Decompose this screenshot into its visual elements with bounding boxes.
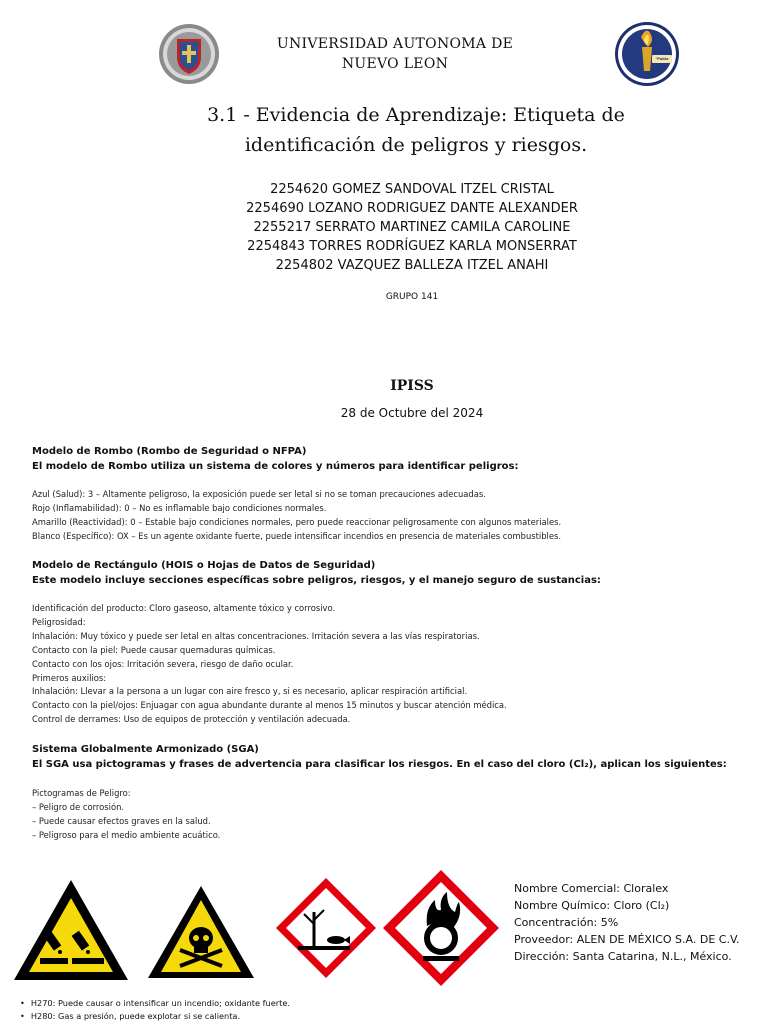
rombo-line: Rojo (Inflamabilidad): 0 – No es inflamable bajo condiciones normales. [32,502,327,513]
sga-section-heading [32,742,752,772]
title-line-1: 3.1 - Evidencia de Aprendizaje: Etiqueta de [207,104,625,126]
toxic-skull-pictogram-icon [140,876,262,984]
product-line: Nombre Químico: Cloro (Cl₂) [514,899,670,912]
hazard-code-item: • H270: Puede causar o intensificar un incendio; oxidante fuerte. [20,997,720,1010]
rectangulo-line: Control de derrames: Uso de equipos de protección y ventilación adecuada. [32,714,351,725]
sga-section-body [32,787,752,843]
sga-heading-1: Sistema Globalmente Armonizado (SGA) [32,744,259,755]
product-line: Concentración: 5% [514,916,619,929]
sga-heading-2: El SGA usa pictogramas y frases de advertencia para clasificar los riesgos. En el caso del cloro (Cl₂), aplican los siguientes: [32,759,727,770]
rombo-line: Blanco (Específico): OX – Es un agente oxidante fuerte, puede intensificar incendios en presencia de materiales combustibles. [32,530,562,541]
corrosion-pictogram-icon [10,876,132,984]
rectangulo-line: Contacto con la piel/ojos: Enjuagar con agua abundante durante al menos 15 minutos y buscar atención médica. [32,700,507,711]
author-item: 2254690 LOZANO RODRIGUEZ DANTE ALEXANDER [246,201,578,216]
author-item: 2254802 VAZQUEZ BALLEZA ITZEL ANAHI [275,258,549,273]
rectangulo-heading-1: Modelo de Rectángulo (HOIS o Hojas de Datos de Seguridad) [32,560,376,571]
university-line-2: NUEVO LEON [341,56,449,72]
product-line: Proveedor: ALEN DE MÉXICO S.A. DE C.V. [514,933,740,946]
school-torch-logo [614,21,680,87]
sga-line: – Peligro de corrosión. [32,801,125,812]
rombo-line: Amarillo (Reactividad): 0 – Estable bajo condiciones normales, pero puede reaccionar peligrosamente con algunos materiales. [32,516,562,527]
rectangulo-section-heading [32,558,752,588]
product-info [514,880,764,965]
rectangulo-line: Peligrosidad: [32,616,86,627]
uanl-seal-logo [158,23,220,85]
rectangulo-section-body [32,602,752,727]
sga-line: – Peligroso para el medio ambiente acuático. [32,829,221,840]
hazard-codes-list [20,997,720,1023]
university-line-1: UNIVERSIDAD AUTONOMA DE [276,36,514,52]
author-list [150,180,674,275]
rectangulo-line: Primeros auxilios: [32,672,107,683]
rombo-heading-1: Modelo de Rombo (Rombo de Seguridad o NFPA) [32,446,307,457]
university-name [260,34,530,74]
rectangulo-line: Contacto con la piel: Puede causar quemaduras químicas. [32,644,276,655]
sga-line: – Puede causar efectos graves en la salud. [32,815,211,826]
rectangulo-line: Identificación del producto: Cloro gaseoso, altamente tóxico y corrosivo. [32,603,336,613]
author-item: 2254620 GOMEZ SANDOVAL ITZEL CRISTAL [270,182,554,197]
document-title [140,100,692,160]
rectangulo-heading-2: Este modelo incluye secciones específicas sobre peligros, riesgos, y el manejo seguro de sustancias: [32,575,601,586]
subject-heading: IPISS [390,378,434,394]
hazard-code-item: • H280: Gas a presión, puede explotar si se calienta. [20,1010,720,1023]
author-item: 2254843 TORRES RODRÍGUEZ KARLA MONSERRAT [247,239,577,254]
product-line: Dirección: Santa Catarina, N.L., México. [514,950,732,963]
document-date: 28 de Octubre del 2024 [340,406,484,420]
title-line-2: identificación de peligros y riesgos. [244,134,588,156]
author-item: 2255217 SERRATO MARTINEZ CAMILA CAROLINE [253,220,571,235]
rombo-section-heading [32,444,752,474]
rombo-section-body [32,488,752,544]
rombo-heading-2: El modelo de Rombo utiliza un sistema de colores y números para identificar peligros: [32,461,519,472]
rectangulo-line: Contacto con los ojos: Irritación severa, riesgo de daño ocular. [32,658,294,669]
rectangulo-line: Inhalación: Llevar a la persona a un lugar con aire fresco y, si es necesario, aplicar respiración artificial. [32,686,468,697]
rombo-line: Azul (Salud): 3 – Altamente peligroso, la exposición puede ser letal si no se toman precauciones adecuadas. [32,489,486,499]
group-label: GRUPO 141 [385,292,439,302]
school-logo-text: "Pablo Livas" [655,57,669,67]
rectangulo-line: Inhalación: Muy tóxico y puede ser letal en altas concentraciones. Irritación severa a las vías respiratorias. [32,630,480,641]
oxidizer-flame-pictogram-icon [381,868,501,988]
environment-pictogram-icon [274,876,378,980]
sga-line: Pictogramas de Peligro: [32,788,131,798]
product-line: Nombre Comercial: Cloralex [514,882,669,895]
